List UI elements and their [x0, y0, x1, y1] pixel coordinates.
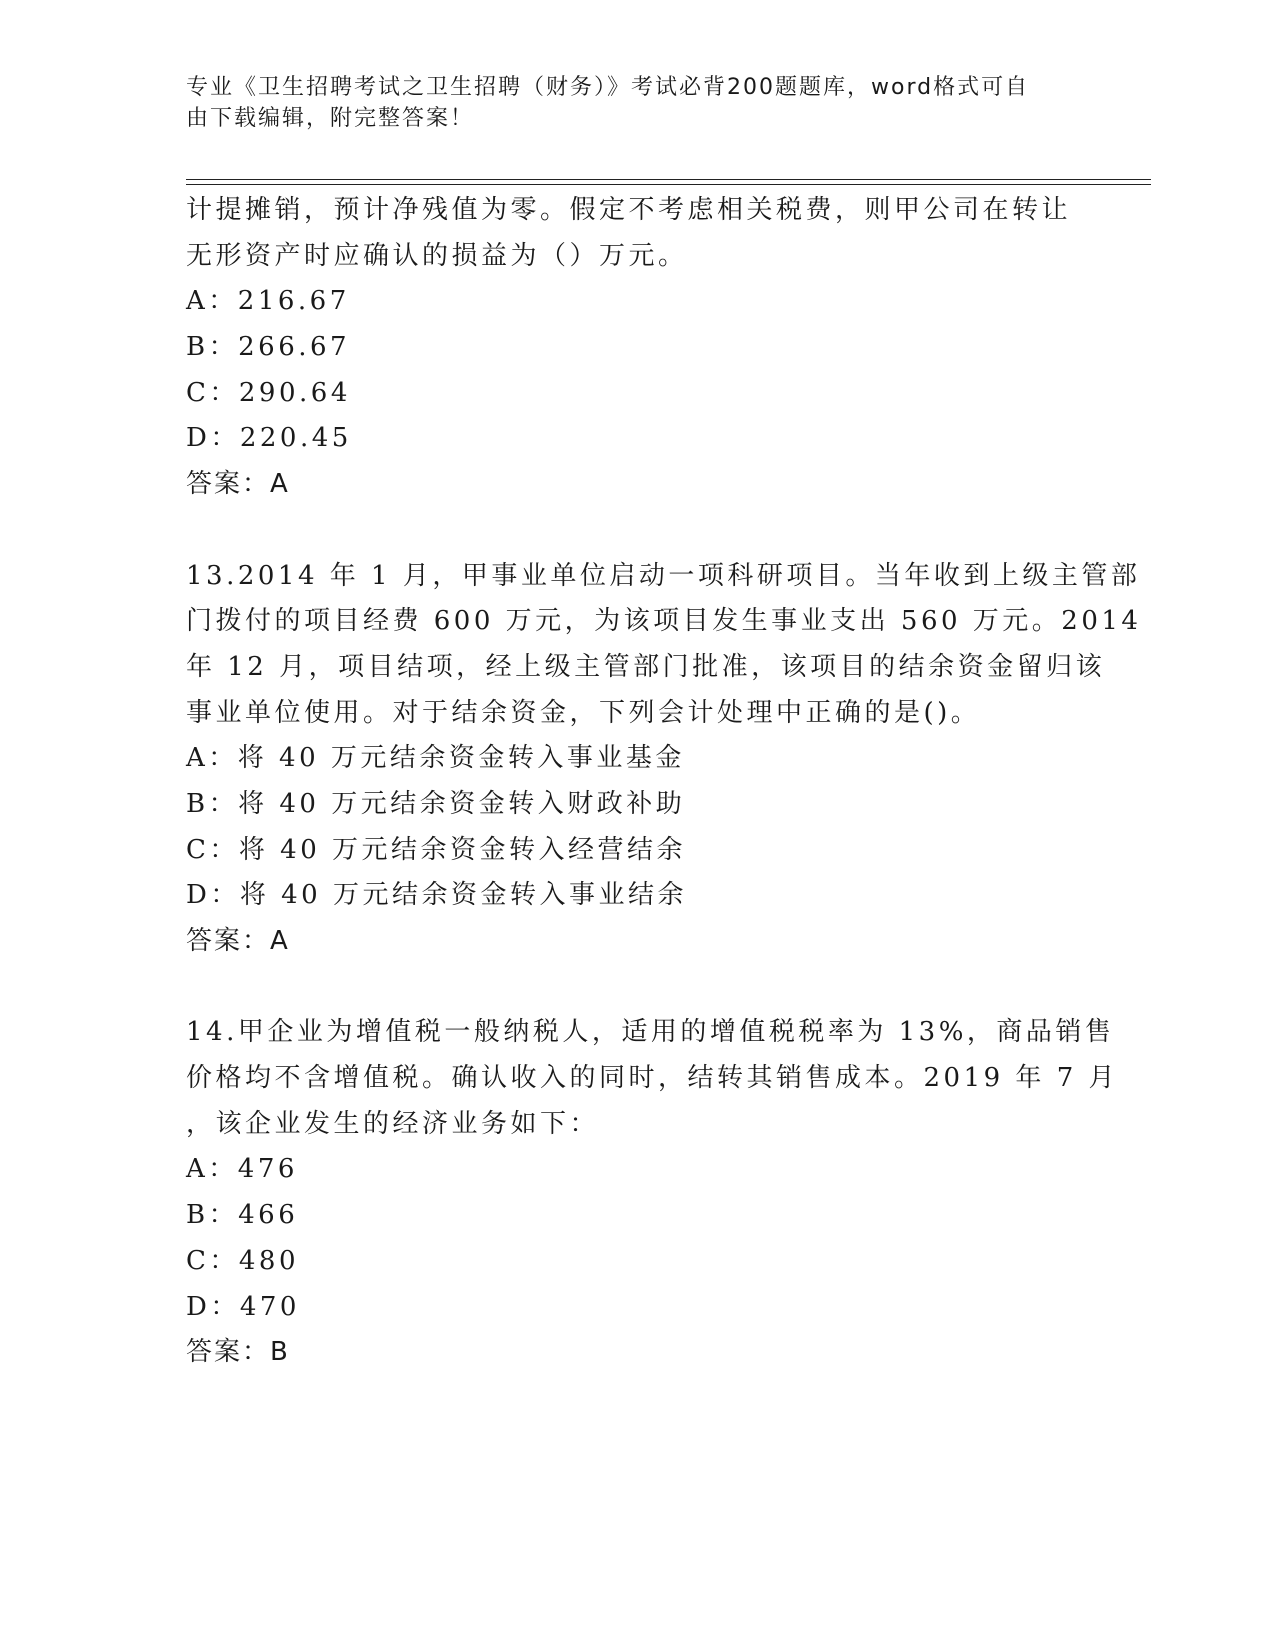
question-stem-line: 计提摊销，预计净残值为零。假定不考虑相关税费，则甲公司在转让: [186, 195, 1072, 225]
option-b: B：266.67: [186, 332, 351, 363]
question-stem-line: 年 12 月，项目结项，经上级主管部门批准，该项目的结余资金留归该: [186, 651, 1106, 682]
document-body: [186, 188, 1142, 1376]
header-line-1: 专业《卫生招聘考试之卫生招聘（财务）》考试必背200题题库，word格式可自: [186, 75, 1030, 100]
paragraph-gap: [186, 508, 1086, 554]
header-rule-bottom: [186, 184, 1151, 185]
question-stem-line: 14.甲企业为增值税一般纳税人，适用的增值税税率为 13%，商品销售: [186, 1017, 1115, 1048]
answer-line: 答案：A: [186, 926, 290, 956]
option-b: B：466: [186, 1200, 299, 1231]
option-c: C：将 40 万元结余资金转入经营结余: [186, 834, 687, 865]
paragraph-gap: [186, 965, 1086, 1011]
header-line-2: 由下载编辑，附完整答案！: [186, 106, 475, 131]
option-a: A：476: [186, 1154, 298, 1185]
question-14: [186, 1010, 1119, 1376]
question-stem-line: 门拨付的项目经费 600 万元，为该项目发生事业支出 560 万元。2014: [186, 606, 1142, 637]
question-13: [186, 554, 1142, 965]
question-stem-line: 13.2014 年 1 月，甲事业单位启动一项科研项目。当年收到上级主管部: [186, 560, 1141, 591]
option-d: D：将 40 万元结余资金转入事业结余: [186, 880, 687, 911]
option-d: D：220.45: [186, 423, 352, 454]
option-b: B：将 40 万元结余资金转入财政补助: [186, 788, 686, 819]
header-rule-top: [186, 179, 1151, 180]
option-a: A：216.67: [186, 286, 350, 317]
option-d: D：470: [186, 1291, 300, 1322]
question-stem-line: 无形资产时应确认的损益为（）万元。: [186, 240, 688, 271]
option-a: A：将 40 万元结余资金转入事业基金: [186, 743, 685, 774]
question-stem-line: 事业单位使用。对于结余资金，下列会计处理中正确的是()。: [186, 697, 981, 728]
question-stem-line: 价格均不含增值税。确认收入的同时，结转其销售成本。2019 年 7 月: [186, 1063, 1119, 1094]
answer-line: 答案：B: [186, 1337, 290, 1368]
question-stem-line: ，该企业发生的经济业务如下：: [186, 1108, 600, 1139]
document-header: [186, 72, 1086, 134]
answer-line: 答案：A: [186, 469, 290, 500]
option-c: C：480: [186, 1245, 300, 1276]
question-12: [186, 188, 1086, 508]
option-c: C：290.64: [186, 377, 351, 408]
